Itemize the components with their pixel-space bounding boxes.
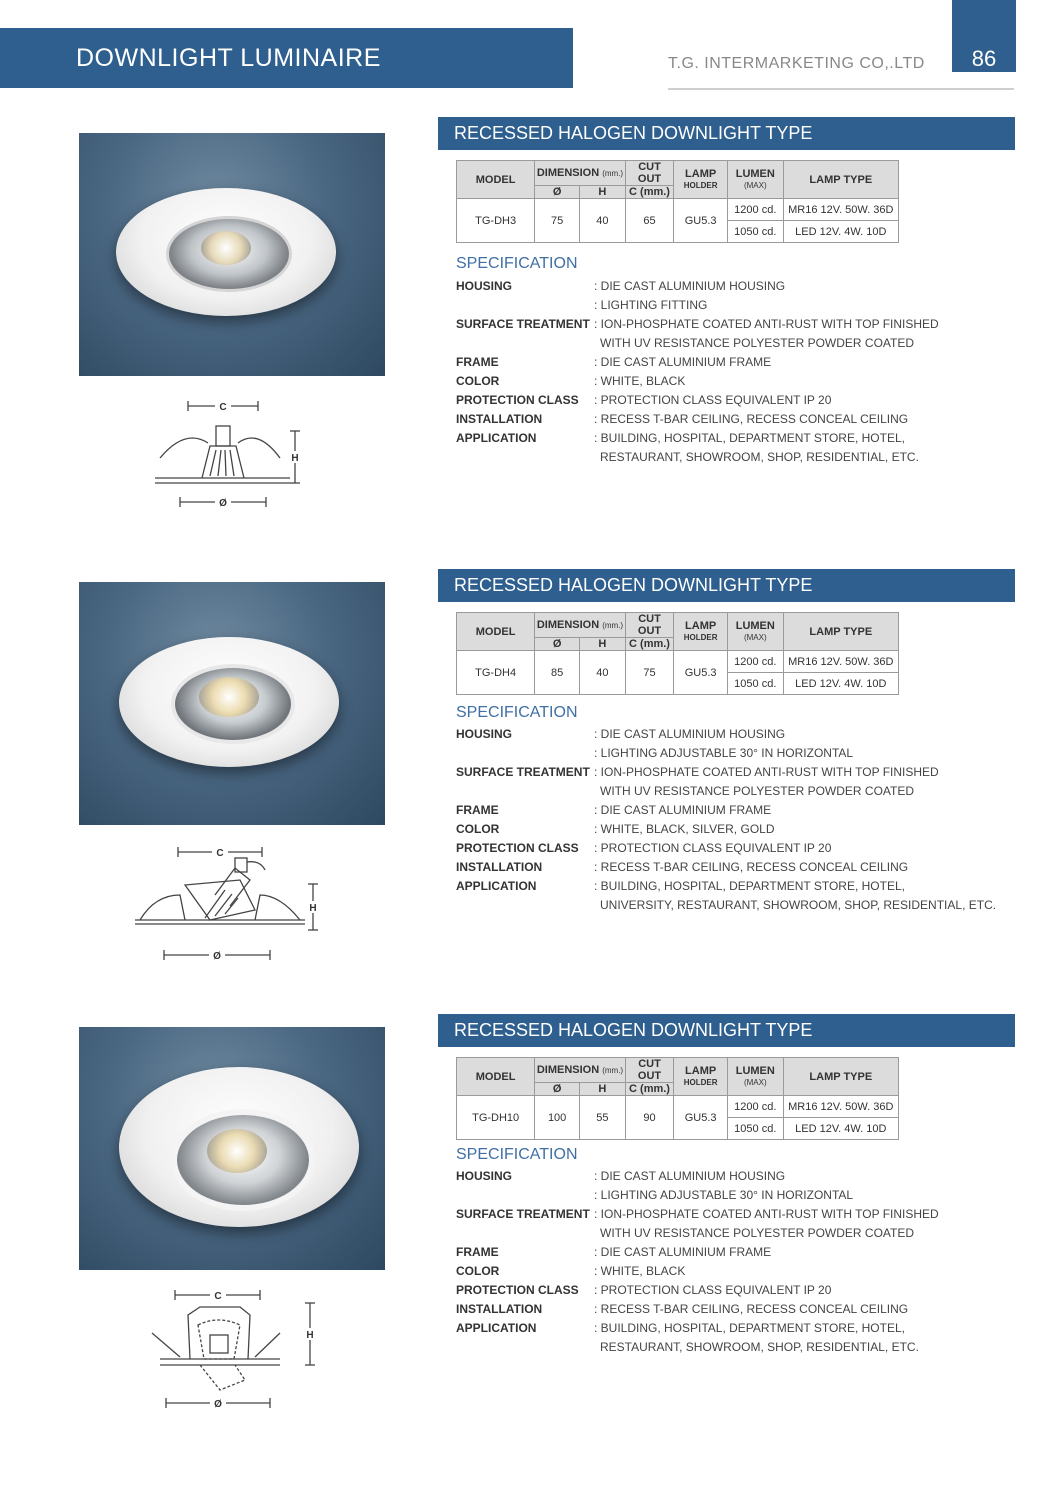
cell-h: 55	[580, 1096, 626, 1140]
col-dia: Ø	[535, 1083, 580, 1096]
cell-lamp-type-2: LED 12V. 4W. 10D	[783, 1118, 898, 1140]
section-title: RECESSED HALOGEN DOWNLIGHT TYPE	[454, 1020, 813, 1040]
spec-table	[456, 612, 899, 695]
col-dia: Ø	[535, 638, 580, 651]
cell-h: 40	[579, 199, 625, 243]
cell-lumen-2: 1050 cd.	[727, 221, 783, 243]
col-lamp-holder: LAMP HOLDER	[674, 613, 728, 651]
cell-holder: GU5.3	[674, 199, 728, 243]
product-photo-tg-dh10	[79, 1027, 385, 1270]
col-lamp-type: LAMP TYPE	[783, 1058, 898, 1096]
product-section-tg-dh10: RECESSED HALOGEN DOWNLIGHT TYPE MODEL DIMENSION (mm.) CUT OUT LAMP HOLDER LUMEN (MAX) LAMP TYPE Ø H C (mm.) TG-DH10 100 55 90 GU5.3 1200 cd. MR16 12V. 50W. 36D 1050 cd. LED 12V. 4W. 10D SPECIFICATION HOUSING : DIE CAST ALUMINIUM HOUSING : LIGHTING ADJUSTABLE 30° IN HORIZONTAL SURFACE TREATMENT : ION-PHOSPHATE COATED ANTI-RUST WITH TOP FINISHED WITH UV RESISTANCE POLYESTER POWDER COATED FRAME : DIE CAST ALUMINIUM FRAME COLOR : WHITE, BLACK PROTECTION CLASS : PROTECTION CLASS EQUIVALENT IP 20 INSTALLATION : RECESS T-BAR CEILING, RECESS CONCEAL CEILING APPLICATION : BUILDING, HOSPITAL, DEPARTMENT STORE, HOTEL, RESTAURANT, SHOWROOM, SHOP, RESIDENTIAL, ETC.	[438, 1014, 1015, 1374]
cell-lamp-type-1: MR16 12V. 50W. 36D	[783, 1096, 898, 1118]
cell-lamp-type-2: LED 12V. 4W. 10D	[783, 221, 898, 243]
col-cutout-unit: C (mm.)	[625, 1083, 674, 1096]
col-dimension: DIMENSION (mm.)	[535, 613, 625, 638]
section-title: RECESSED HALOGEN DOWNLIGHT TYPE	[454, 123, 813, 143]
col-cutout: CUT OUT	[625, 161, 674, 186]
col-h: H	[579, 186, 625, 199]
col-lumen: LUMEN (MAX)	[727, 613, 783, 651]
diagram-label-dia: Ø	[213, 951, 221, 962]
cell-dia: 100	[535, 1096, 580, 1140]
cell-lumen-1: 1200 cd.	[727, 199, 783, 221]
company-name: T.G. INTERMARKETING CO,.LTD	[668, 55, 925, 72]
page-title: DOWNLIGHT LUMINAIRE	[76, 44, 381, 72]
specification-heading: SPECIFICATION	[456, 1146, 578, 1163]
col-h: H	[580, 1083, 626, 1096]
product-section-tg-dh4: RECESSED HALOGEN DOWNLIGHT TYPE MODEL DIMENSION (mm.) CUT OUT LAMP HOLDER LUMEN (MAX) LAMP TYPE Ø H C (mm.) TG-DH4 85 40 75 GU5.3 1200 cd. MR16 12V. 50W. 36D 1050 cd. LED 12V. 4W. 10D SPECIFICATION HOUSING : DIE CAST ALUMINIUM HOUSING : LIGHTING ADJUSTABLE 30° IN HORIZONTAL SURFACE TREATMENT : ION-PHOSPHATE COATED ANTI-RUST WITH TOP FINISHED WITH UV RESISTANCE POLYESTER POWDER COATED FRAME : DIE CAST ALUMINIUM FRAME COLOR : WHITE, BLACK, SILVER, GOLD PROTECTION CLASS : PROTECTION CLASS EQUIVALENT IP 20 INSTALLATION : RECESS T-BAR CEILING, RECESS CONCEAL CEILING APPLICATION : BUILDING, HOSPITAL, DEPARTMENT STORE, HOTEL, UNIVERSITY, RESTAURANT, SHOWROOM, SHOP, RESIDENTIAL, ETC.	[438, 569, 1015, 929]
dimension-diagram-tg-dh4	[130, 840, 330, 970]
section-title: RECESSED HALOGEN DOWNLIGHT TYPE	[454, 575, 813, 595]
col-dimension: DIMENSION (mm.)	[535, 1058, 625, 1083]
diagram-label-h: H	[291, 453, 299, 464]
cell-lamp-type-2: LED 12V. 4W. 10D	[783, 673, 898, 695]
cell-h: 40	[579, 651, 625, 695]
spec-table	[456, 1057, 899, 1140]
cell-holder: GU5.3	[674, 651, 728, 695]
dimension-diagram-tg-dh10	[130, 1285, 330, 1415]
cell-lumen-2: 1050 cd.	[727, 1118, 783, 1140]
col-cutout-unit: C (mm.)	[625, 638, 674, 651]
col-lamp-type: LAMP TYPE	[783, 161, 898, 199]
col-lamp-type: LAMP TYPE	[783, 613, 898, 651]
col-cutout-unit: C (mm.)	[625, 186, 674, 199]
cell-cutout: 75	[625, 651, 674, 695]
col-dia: Ø	[535, 186, 580, 199]
col-h: H	[579, 638, 625, 651]
specification-heading: SPECIFICATION	[456, 704, 578, 721]
diagram-label-c: C	[214, 1291, 222, 1302]
col-cutout: CUT OUT	[625, 613, 674, 638]
diagram-label-h: H	[309, 903, 317, 914]
cell-model: TG-DH4	[457, 651, 535, 695]
cell-model: TG-DH3	[457, 199, 535, 243]
diagram-label-h: H	[306, 1330, 314, 1341]
cell-dia: 85	[535, 651, 580, 695]
cell-dia: 75	[535, 199, 580, 243]
spec-table	[456, 160, 899, 243]
col-lumen: LUMEN (MAX)	[727, 1058, 783, 1096]
col-cutout: CUT OUT	[625, 1058, 674, 1083]
diagram-label-dia: Ø	[219, 498, 227, 509]
cell-lumen-1: 1200 cd.	[727, 1096, 783, 1118]
cell-lamp-type-1: MR16 12V. 50W. 36D	[783, 651, 898, 673]
diagram-label-c: C	[216, 848, 224, 859]
cell-lamp-type-1: MR16 12V. 50W. 36D	[783, 199, 898, 221]
col-model: MODEL	[457, 161, 535, 199]
page-number: 86	[971, 46, 997, 71]
cell-cutout: 90	[625, 1096, 674, 1140]
cell-lumen-1: 1200 cd.	[727, 651, 783, 673]
col-lamp-holder: LAMP HOLDER	[674, 161, 728, 199]
dimension-diagram-tg-dh3	[130, 398, 330, 528]
header-divider	[668, 88, 1014, 90]
diagram-label-dia: Ø	[214, 1399, 222, 1410]
product-photo-tg-dh3	[79, 133, 385, 376]
cell-lumen-2: 1050 cd.	[727, 673, 783, 695]
col-model: MODEL	[457, 1058, 535, 1096]
product-photo-tg-dh4	[79, 582, 385, 825]
col-model: MODEL	[457, 613, 535, 651]
col-dimension: DIMENSION (mm.)	[535, 161, 625, 186]
diagram-label-c: C	[219, 402, 227, 413]
specification-heading: SPECIFICATION	[456, 255, 578, 272]
col-lamp-holder: LAMP HOLDER	[674, 1058, 728, 1096]
cell-holder: GU5.3	[674, 1096, 728, 1140]
cell-cutout: 65	[625, 199, 674, 243]
col-lumen: LUMEN (MAX)	[727, 161, 783, 199]
product-section-tg-dh3: RECESSED HALOGEN DOWNLIGHT TYPE MODEL DIMENSION (mm.) CUT OUT LAMP HOLDER LUMEN (MAX) LAMP TYPE Ø H C (mm.) TG-DH3 75 40 65 GU5.3 1200 cd. MR16 12V. 50W. 36D 1050 cd. LED 12V. 4W. 10D SPECIFICATION HOUSING : DIE CAST ALUMINIUM HOUSING : LIGHTING FITTING SURFACE TREATMENT : ION-PHOSPHATE COATED ANTI-RUST WITH TOP FINISHED WITH UV RESISTANCE POLYESTER POWDER COATED FRAME : DIE CAST ALUMINIUM FRAME COLOR : WHITE, BLACK PROTECTION CLASS : PROTECTION CLASS EQUIVALENT IP 20 INSTALLATION : RECESS T-BAR CEILING, RECESS CONCEAL CEILING APPLICATION : BUILDING, HOSPITAL, DEPARTMENT STORE, HOTEL, RESTAURANT, SHOWROOM, SHOP, RESIDENTIAL, ETC.	[438, 117, 1015, 477]
cell-model: TG-DH10	[457, 1096, 535, 1140]
